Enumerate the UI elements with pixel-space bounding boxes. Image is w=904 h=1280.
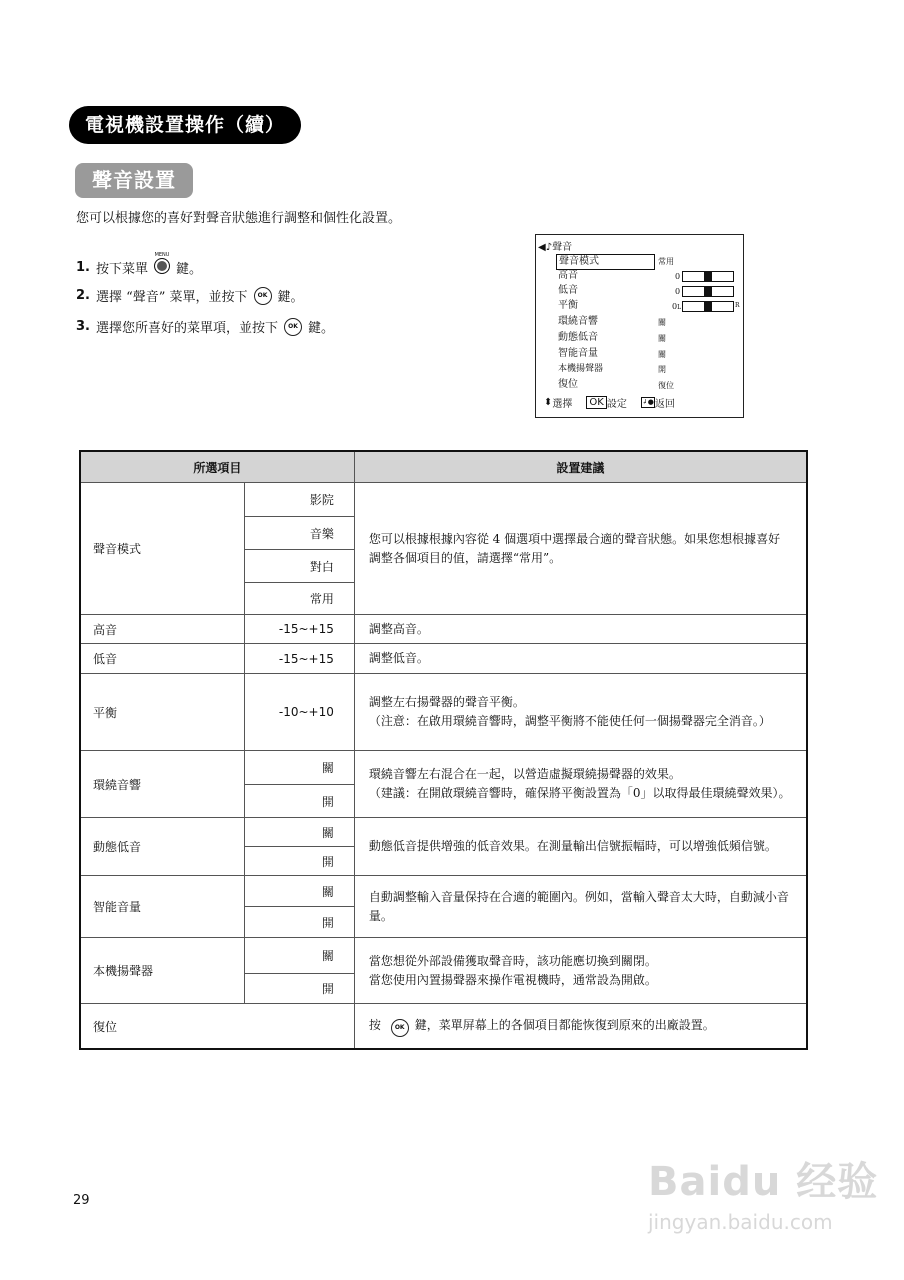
desc-treble: 調整高音。 [354, 615, 807, 644]
osd-footer: ⬍ 選擇 OK 設定 ↲● 返回 [544, 397, 675, 410]
osd-item-sound-mode[interactable]: 聲音模式 [556, 254, 655, 270]
row-label-smart-volume: 智能音量 [80, 876, 245, 938]
option-music: 音樂 [245, 517, 355, 550]
col-header-advice: 設置建議 [354, 451, 807, 483]
osd-item-bass[interactable]: 低音 [558, 285, 578, 296]
row-label-sound-mode: 聲音模式 [80, 483, 245, 615]
page-number: 29 [73, 1193, 90, 1208]
osd-item-surround[interactable]: 環繞音響 [558, 316, 598, 327]
row-label-treble: 高音 [80, 615, 245, 644]
osd-item-dynamic-bass[interactable]: 動態低音 [558, 332, 598, 343]
intro-text: 您可以根據您的喜好對聲音狀態進行調整和個性化設置。 [76, 211, 402, 226]
ok-button-icon: OK [284, 318, 302, 336]
osd-treble-bar [682, 271, 734, 282]
step-2: 2. 選擇 “聲音” 菜單，並按下 OK 鍵。 [76, 288, 304, 305]
osd-sound-menu: ◀♪聲音 聲音模式 常用 高音 0 低音 0 平衡 0L R 環繞音響 關 動態低音 關 智能音量 關 本機揚聲器 開 復位 復位 ⬍ 選擇 OK 設定 ↲● 返回 [535, 234, 744, 418]
desc-reset: 按 OK 鍵，菜單屏幕上的各個項目都能恢復到原來的出廠設置。 [354, 1004, 807, 1049]
osd-item-smart-volume[interactable]: 智能音量 [558, 348, 598, 359]
step-1: 1. 按下菜單 MENU 鍵。 [76, 252, 203, 277]
option-dynamic-bass-off: 關 [245, 818, 355, 847]
osd-item-treble[interactable]: 高音 [558, 270, 578, 281]
row-label-reset: 復位 [80, 1004, 354, 1049]
return-key-icon: ↲● [641, 398, 654, 406]
row-label-speaker: 本機揚聲器 [80, 938, 245, 1004]
range-treble: -15~+15 [245, 615, 355, 644]
option-normal: 常用 [245, 583, 355, 615]
ok-button-icon: OK [254, 287, 272, 305]
range-balance: -10~+10 [245, 674, 355, 751]
option-speaker-off: 關 [245, 938, 355, 974]
row-label-dynamic-bass: 動態低音 [80, 818, 245, 876]
option-smart-volume-off: 關 [245, 876, 355, 907]
menu-button-icon: MENU [154, 252, 170, 274]
option-surround-off: 關 [245, 751, 355, 785]
osd-ok-key: OK [586, 396, 606, 409]
option-dialogue: 對白 [245, 550, 355, 583]
ok-button-icon: OK [391, 1019, 409, 1037]
osd-item-reset[interactable]: 復位 [558, 379, 578, 390]
section-title: 電視機設置操作（續） [69, 106, 301, 144]
row-label-bass: 低音 [80, 644, 245, 674]
settings-table [79, 450, 808, 1050]
speaker-icon: ◀♪ [538, 242, 553, 253]
osd-item-balance[interactable]: 平衡 [558, 300, 578, 311]
desc-sound-mode: 您可以根據根據內容從 4 個選項中選擇最合適的聲音狀態。如果您想根據喜好調整各個項目的值，請選擇“常用”。 [354, 483, 807, 615]
option-cinema: 影院 [245, 483, 355, 517]
range-bass: -15~+15 [245, 644, 355, 674]
osd-title: ◀♪聲音 [538, 242, 573, 253]
desc-smart-volume: 自動調整輸入音量保持在合適的範圍內。例如，當輸入聲音太大時，自動減小音量。 [354, 876, 807, 938]
col-header-item: 所選項目 [80, 451, 354, 483]
step-3: 3. 選擇您所喜好的菜單項，並按下 OK 鍵。 [76, 319, 335, 336]
osd-balance-bar [682, 301, 734, 312]
up-down-arrow-icon: ⬍ [544, 397, 553, 408]
osd-item-speaker[interactable]: 本機揚聲器 [558, 364, 604, 374]
desc-bass: 調整低音。 [354, 644, 807, 674]
subsection-title: 聲音設置 [75, 163, 193, 198]
desc-balance: 調整左右揚聲器的聲音平衡。 （注意：在啟用環繞音響時，調整平衡將不能使任何一個揚聲器完全消音。） [354, 674, 807, 751]
option-smart-volume-on: 開 [245, 907, 355, 938]
row-label-balance: 平衡 [80, 674, 245, 751]
option-surround-on: 開 [245, 785, 355, 818]
row-label-surround: 環繞音響 [80, 751, 245, 818]
option-speaker-on: 開 [245, 974, 355, 1004]
desc-speaker: 當您想從外部設備獲取聲音時，該功能應切換到關閉。 當您使用內置揚聲器來操作電視機時，通常設為開啟。 [354, 938, 807, 1004]
watermark-url: jingyan.baidu.com [648, 1210, 833, 1234]
watermark-logo: Baidu 经验 [648, 1159, 879, 1205]
osd-bass-bar [682, 286, 734, 297]
desc-surround: 環繞音響左右混合在一起，以營造虛擬環繞揚聲器的效果。 （建議：在開啟環繞音響時，確保將平衡設置為「0」以取得最佳環繞聲效果）。 [354, 751, 807, 818]
option-dynamic-bass-on: 開 [245, 847, 355, 876]
desc-dynamic-bass: 動態低音提供增強的低音效果。在測量輸出信號振幅時，可以增強低頻信號。 [354, 818, 807, 876]
